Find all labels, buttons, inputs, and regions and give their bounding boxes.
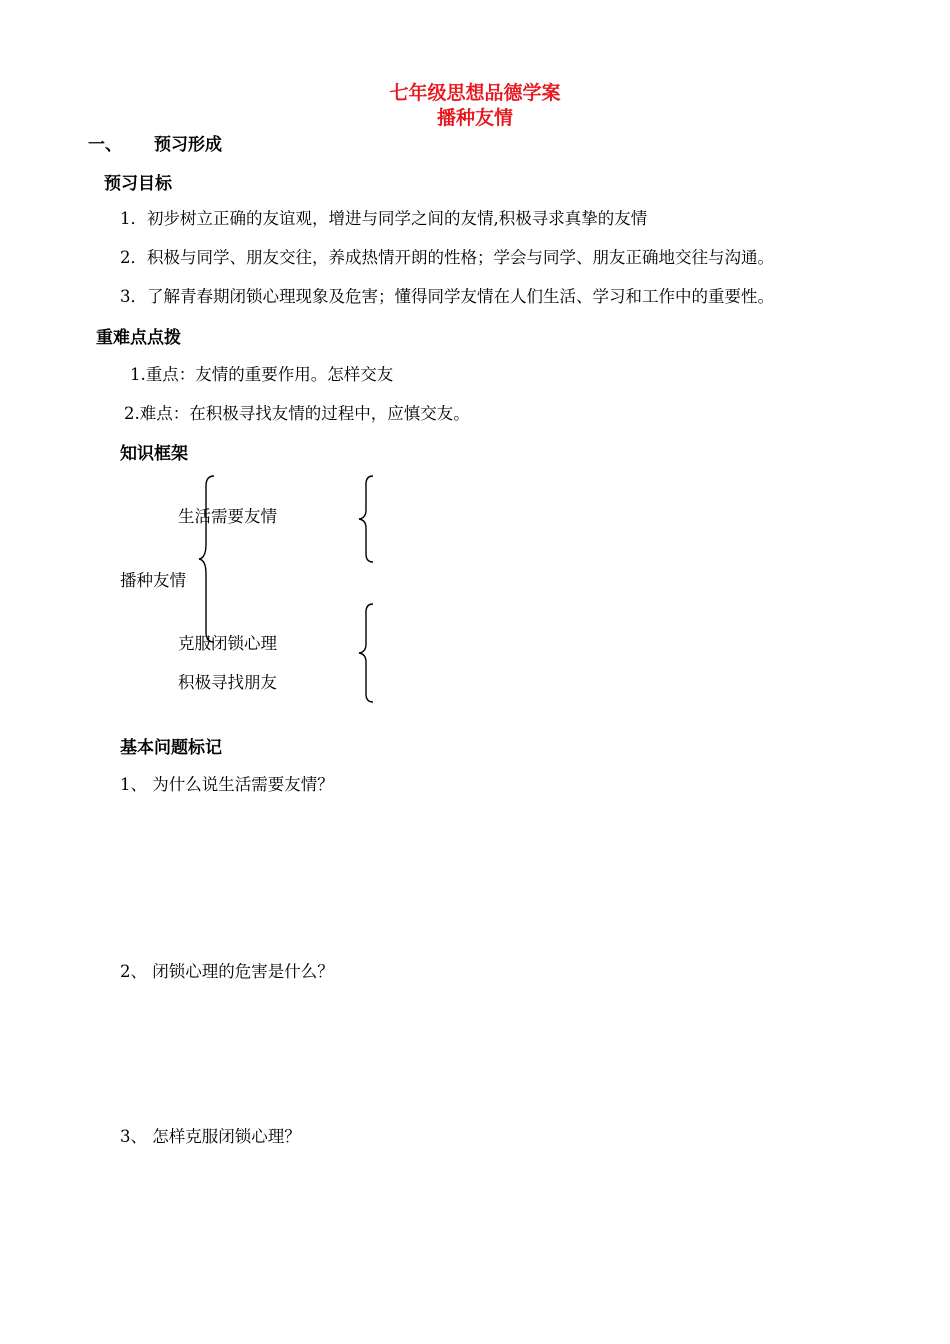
section-title: 预习形成 <box>154 135 222 155</box>
branch-brace-bottom <box>355 602 379 706</box>
document-title: 七年级思想品德学案 <box>389 82 561 104</box>
key-point-item: 2.难点：在积极寻找友情的过程中，应慎交友。 <box>124 404 470 423</box>
key-point-item: 1.重点：友情的重要作用。怎样交友 <box>130 365 394 384</box>
question-item: 2、 闭锁心理的危害是什么？ <box>120 962 334 981</box>
document-subtitle: 播种友情 <box>436 107 513 129</box>
goal-item: 2．积极与同学、朋友交往，养成热情开朗的性格；学会与同学、朋友正确地交往与沟通。 <box>120 248 774 267</box>
question-item: 1、 为什么说生活需要友情？ <box>120 775 334 794</box>
framework-branch: 积极寻找朋友 <box>178 673 277 692</box>
goal-item: 3．了解青春期闭锁心理现象及危害；懂得同学友情在人们生活、学习和工作中的重要性。 <box>120 287 774 306</box>
framework-branch: 生活需要友情 <box>178 507 277 526</box>
key-points-heading: 重难点点拨 <box>96 328 181 348</box>
goals-heading: 预习目标 <box>104 174 172 194</box>
goal-item: 1．初步树立正确的友谊观，增进与同学之间的友情,积极寻求真挚的友情 <box>120 209 648 228</box>
questions-heading: 基本问题标记 <box>120 738 222 758</box>
framework-branch: 克服闭锁心理 <box>178 634 277 653</box>
question-item: 3、 怎样克服闭锁心理？ <box>120 1127 301 1146</box>
section-number: 一、 <box>88 135 122 155</box>
main-brace <box>198 474 228 644</box>
branch-brace-top <box>355 474 379 566</box>
framework-root: 播种友情 <box>120 571 186 590</box>
framework-heading: 知识框架 <box>120 444 188 464</box>
